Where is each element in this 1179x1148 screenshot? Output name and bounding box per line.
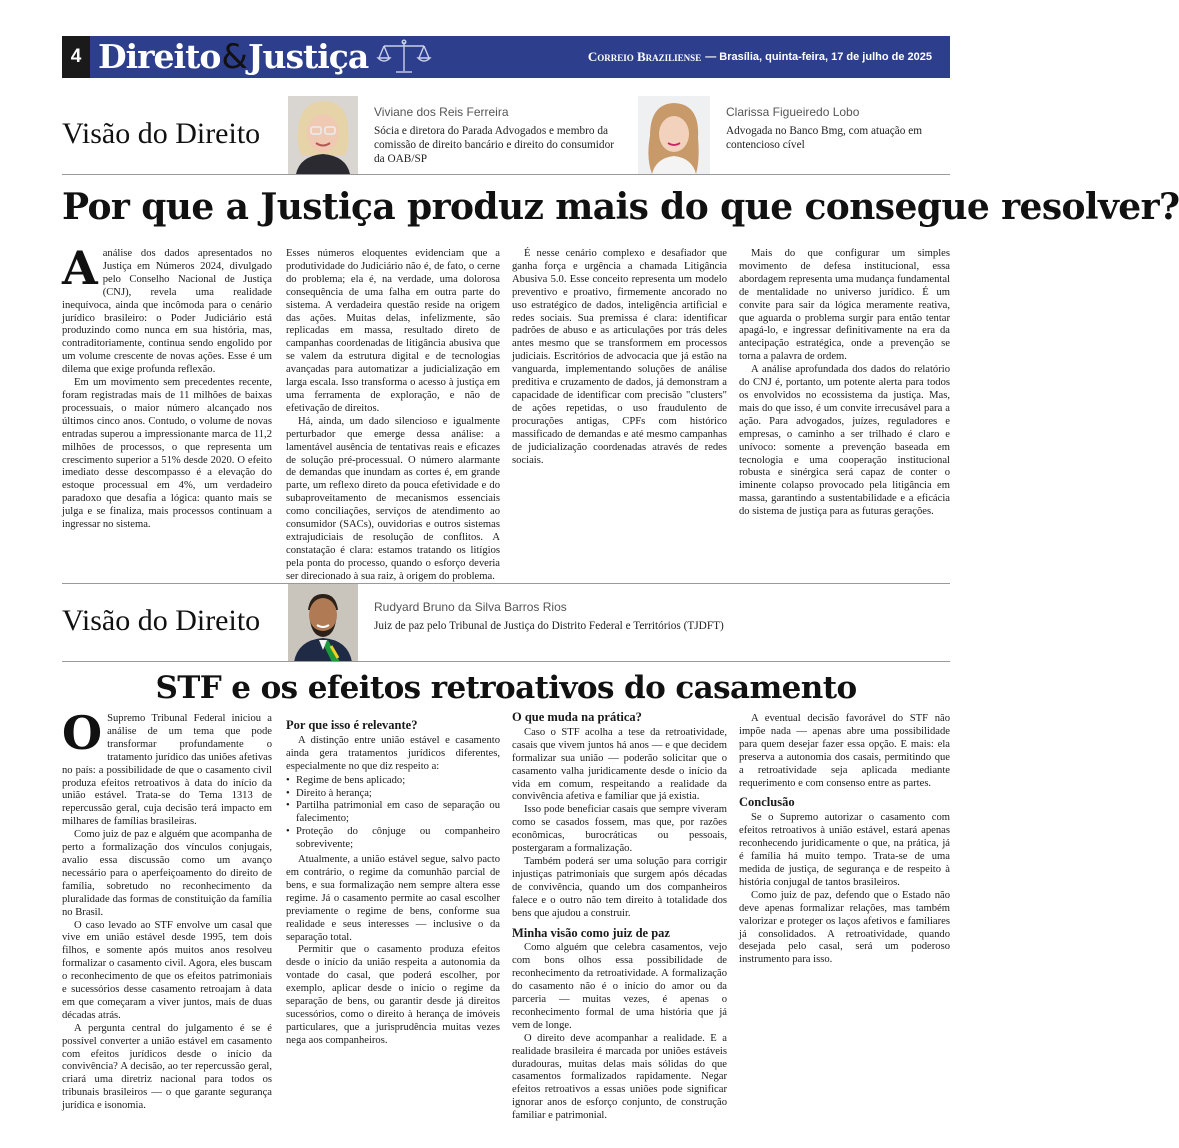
paragraph: Esses números eloquentes evidenciam que a produtividade do Judiciário não é, de fato, o cerne do problema; ela é, na verdade, uma dolorosa consequência de uma falha em outra parte do sistema. A verdadeira questão reside na origem das ações. Muitas delas, infelizmente, são replicadas em massa, resultado direto de campanhas coordenadas de litigância abusiva que se valem da estrutura digital e de tecnologias avançadas para automatizar a judicialização em larga escala. Isso transforma o acesso à justiça em uma ferramenta de exploração, e não de efetivação de direitos. — [286, 248, 500, 414]
paragraph: É nesse cenário complexo e desafiador que ganha força e urgência a chamada Litigância Abusiva 5.0. Esse conceito representa um modelo preventivo e proativo, firmemente ancorado no uso estratégico de dados, inteligência artificial e redes sociais. Sua premissa é clara: identificar padrões de abuso e as articulações por trás deles antes mesmo que se transformem em processos judiciais. Escritórios de advocacia que já estão na vanguarda, implementando soluções de análise preditiva e cruzamento de dados, já demonstram a capacidade de identificar com precisão "clusters" de ações repetidas, o uso fraudulento de procurações antigas, CPFs com histórico massificado de demandas e até mesmo campanhas de judicialização coordenadas através de redes sociais. — [512, 248, 727, 466]
subhead: O que muda na prática? — [512, 710, 642, 724]
article-2-column-3 — [512, 711, 727, 1121]
headline-article-1: Por que a Justiça produz mais do que consegue resolver? — [62, 186, 1179, 228]
author-bio-clarissa: Advogada no Banco Bmg, com atuação em contencioso cível — [726, 125, 923, 151]
paragraph: A análise aprofundada dos dados do relatório do CNJ é, portanto, um potente alerta para todos os envolvidos no ecossistema da justiça. Mas, mais do que isso, é um convite irrecusável para a ação. Para advogados, juízes, reguladores e empresas, o caminho a ser trilhado é claro e unívoco: somente a prevenção baseada em tecnologia e uma cooperação institucional robusta e sinérgica será capaz de conter o iminente colapso provocado pela litigância em massa, garantindo a sustentabilidade e a eficácia do sistema de justiça para as futuras gerações. — [739, 364, 950, 518]
paragraph: Também poderá ser uma solução para corrigir injustiças patrimoniais que surgem após décadas de convivência, quando um dos companheiros falece e o outro não tem direito à totalidade dos bens que ajudou a construir. — [512, 855, 727, 919]
section-title-justica: Justiça — [247, 37, 369, 76]
section-label-2: Visão do Direito — [62, 604, 261, 637]
dateline-text: — Brasília, quinta-feira, 17 de julho de 2025 — [705, 51, 932, 63]
paragraph: O caso levado ao STF envolve um casal que vive em união estável desde 1995, tem dois filhos, e somente após muitos anos resolveu formalizar o casamento civil. Agora, eles buscam o reconhecimento de que os efeitos patrimoniais e sucessórios desse casamento retroajam à data em que começaram a viver juntos, mais de duas décadas atrás. — [62, 919, 272, 1021]
author-name-rudyard: Rudyard Bruno da Silva Barros Rios — [374, 600, 567, 614]
divider-rule — [62, 661, 950, 662]
paragraph: A pergunta central do julgamento é se é possível converter a união estável em casamento com efeitos jurídicos desde o início da convivência? A decisão, ao ter repercussão geral, criará uma diretriz nacional para todos os tribunais brasileiros — o que garante segurança jurídica e isonomia. — [62, 1022, 272, 1112]
author-bio-rudyard: Juiz de paz pelo Tribunal de Justiça do Distrito Federal e Territórios (TJDFT) — [374, 620, 724, 632]
paragraph: A distinção entre união estável e casamento ainda gera tratamentos jurídicos diferentes, especialmente no que diz respeito a: — [286, 734, 500, 772]
paragraph: Em um movimento sem precedentes recente, foram registradas mais de 11 milhões de baixas processuais, o maior número alcançado nos últimos cinco anos. Contudo, o volume de novas entradas superou a impressionante marca de 11,2 milhões de processos, o que representa um crescimento superior a 51% desde 2020. O efeito imediato desse descompasso é a elevação do estoque processual em 4%, um verdadeiro paradoxo que desafia a lógica: quanto mais se julga e se finaliza, mais processos continuam a ingressar no sistema. — [62, 377, 272, 531]
paragraph: Isso pode beneficiar casais que sempre viveram como se casados fossem, mas que, por razões econômicas, burocráticas ou pessoais, postergaram a formalização. — [512, 804, 727, 855]
article-2-column-4 — [739, 713, 950, 1121]
list-item: • Regime de bens aplicado; — [286, 775, 500, 788]
author-name-viviane: Viviane dos Reis Ferreira — [374, 105, 509, 119]
masthead-bar — [90, 36, 950, 78]
paragraph: Como alguém que celebra casamentos, vejo com bons olhos essa possibilidade de reconhecimento da retroatividade. A formalização do casamento não é o início do amor ou da parceria — muitas vezes, é apenas o reconhecimento formal de uma história que já vem de longe. — [512, 942, 727, 1031]
article-1-column-2 — [286, 248, 500, 582]
dropcap: A — [62, 241, 98, 295]
paragraph: Se o Supremo autorizar o casamento com efeitos retroativos à união estável, estará apenas reconhecendo juridicamente o que, na prática, já é família há muito tempo. Trata-se de uma medida de justiça, de segurança e de respeito à história conjugal de tantos brasileiros. — [739, 812, 950, 888]
author-bio-viviane: Sócia e diretora do Parada Advogados e membro da comissão de direito bancário e direito do consumidor da OAB/SP — [374, 125, 614, 165]
author-photo-rudyard — [288, 584, 358, 662]
newspaper-name: Correio Braziliense — [587, 49, 702, 64]
paragraph: Permitir que o casamento produza efeitos desde o início da união respeita a autonomia da vontade do casal, que poderá escolher, por exemplo, aplicar desde o início o regime da separação de bens, ou garantir desde já direitos sucessórios, como o direito à herança de imóveis particulares, que a jurisprudência muitas vezes nega aos companheiros. — [286, 944, 500, 1046]
paragraph: Aanálise dos dados apresentados no Justiça em Números 2024, divulgado pelo Conselho Nacional de Justiça (CNJ), revela uma realidade inequívoca, ainda que incômoda para o cenário jurídico brasileiro: o Poder Judiciário está produzindo como nunca em sua história, mas, contraditoriamente, continua sendo engolido por um volume crescente de novas ações. Esse é um dilema que exige profunda reflexão. — [62, 241, 272, 376]
author-name-clarissa: Clarissa Figueiredo Lobo — [726, 105, 860, 119]
article-2-column-1 — [62, 706, 272, 1121]
headline-article-2: STF e os efeitos retroativos do casamento — [155, 670, 857, 706]
section-title — [90, 37, 368, 77]
article-2-column-2 — [286, 713, 500, 1121]
paragraph: O Supremo Tribunal Federal iniciou a análise de um tema que pode transformar profundamente o tratamento jurídico das uniões afetivas no país: a possibilidade de que o casamento civil produza efeitos retroativos à data do início da união estável. Trata-se do Tema 1313 de repercussão geral, cuja decisão terá impacto em milhares de famílias brasileiras. — [62, 706, 272, 828]
article-1-column-3 — [512, 248, 727, 560]
paragraph: Atualmente, a união estável segue, salvo pacto em contrário, o regime da comunhão parcial de bens, e sua formalização nem sempre altera esse regime. Já o casamento permite ao casal escolher previamente o regime de bens, conforme sua realidade e seus interesses — inclusive o da separação total. — [286, 854, 500, 943]
bullet-list — [286, 775, 500, 852]
masthead — [62, 36, 950, 78]
paragraph: Como juiz de paz e alguém que acompanha de perto a formalização dos vínculos conjugais, avalio essa discussão como um avanço necessário para o aperfeiçoamento do direito de família, sobretudo no reconhecimento da pluralidade das formas de constituição da família no Brasil. — [62, 829, 272, 918]
author-photo-clarissa — [638, 96, 710, 174]
section-label-1: Visão do Direito — [62, 117, 261, 150]
paragraph: Mais do que configurar um simples movimento de defesa institucional, essa abordagem representa uma mudança fundamental de mentalidade no universo jurídico. É um convite para sair da lógica meramente reativa, que aguarda o problema surgir para então tentar apagá-lo, e ingressar definitivamente na era da antecipação estratégica, onde a prevenção se torna a palavra de ordem. — [739, 248, 950, 363]
list-item: • Direito à herança; — [286, 788, 500, 801]
subhead: Conclusão — [739, 795, 795, 810]
article-1-column-1 — [62, 241, 272, 560]
section-title-ampersand: & — [221, 37, 247, 77]
author-photo-viviane — [288, 96, 358, 174]
paragraph: Há, ainda, um dado silencioso e igualmente perturbador que emerge dessa análise: a lamentável ausência de tentativas reais e eficazes de solução pré-processual. O número alarmante de demandas que inundam as cortes é, em grande parte, um reflexo direto da pouca efetividade e do subaproveitamento de mecanismos essenciais como conciliações, serviços de atendimento ao consumidor (SACs), ouvidorias e outros sistemas extrajudiciais de resolução de conflitos. A constatação é clara: estamos tratando os litígios pela ponta do processo, quando o esforço deveria ser direcionado à sua raiz, à origem do problema. — [286, 415, 500, 582]
paragraph: A eventual decisão favorável do STF não impõe nada — apenas abre uma possibilidade para quem desejar fazer essa opção. E mais: ela preserva a autonomia dos casais, permitindo que a retroatividade seja aplicada mediante requerimento e com consenso entre as partes. — [739, 713, 950, 789]
divider-rule — [62, 583, 950, 584]
section-title-direito: Direito — [98, 37, 221, 76]
paragraph: O direito deve acompanhar a realidade. E a realidade brasileira é marcada por uniões estáveis duradouras, muitas delas mais sólidas do que casamentos formalizados rapidamente. Negar efeitos retroativos a essas uniões pode significar ignorar anos de esforço conjunto, de construção familiar e patrimonial. — [512, 1032, 727, 1122]
masthead-dateline — [588, 36, 932, 78]
paragraph: Como juiz de paz, defendo que o Estado não deve apenas formalizar relações, mas também valorizar e proteger os laços afetivos e familiares já consolidados. A retroatividade, quando desejada pelo casal, será um poderoso instrumento para isso. — [739, 889, 950, 966]
divider-rule — [62, 174, 950, 175]
subhead: Minha visão como juiz de paz — [512, 925, 670, 940]
list-item: • Proteção do cônjuge ou companheiro sobrevivente; — [286, 826, 500, 852]
list-item: • Partilha patrimonial em caso de separação ou falecimento; — [286, 800, 500, 826]
page-number: 4 — [62, 36, 90, 78]
subhead: Por que isso é relevante? — [286, 718, 418, 732]
dropcap: O — [62, 706, 103, 760]
scales-of-justice-icon — [376, 38, 432, 76]
article-1-column-4 — [739, 248, 950, 560]
paragraph: Caso o STF acolha a tese da retroatividade, casais que vivem juntos há anos — e que decidem formalizar sua união — poderão solicitar que o casamento valha juridicamente desde o início da vida em comum, respeitando a realidade da convivência afetiva e familiar que já existia. — [512, 726, 727, 803]
